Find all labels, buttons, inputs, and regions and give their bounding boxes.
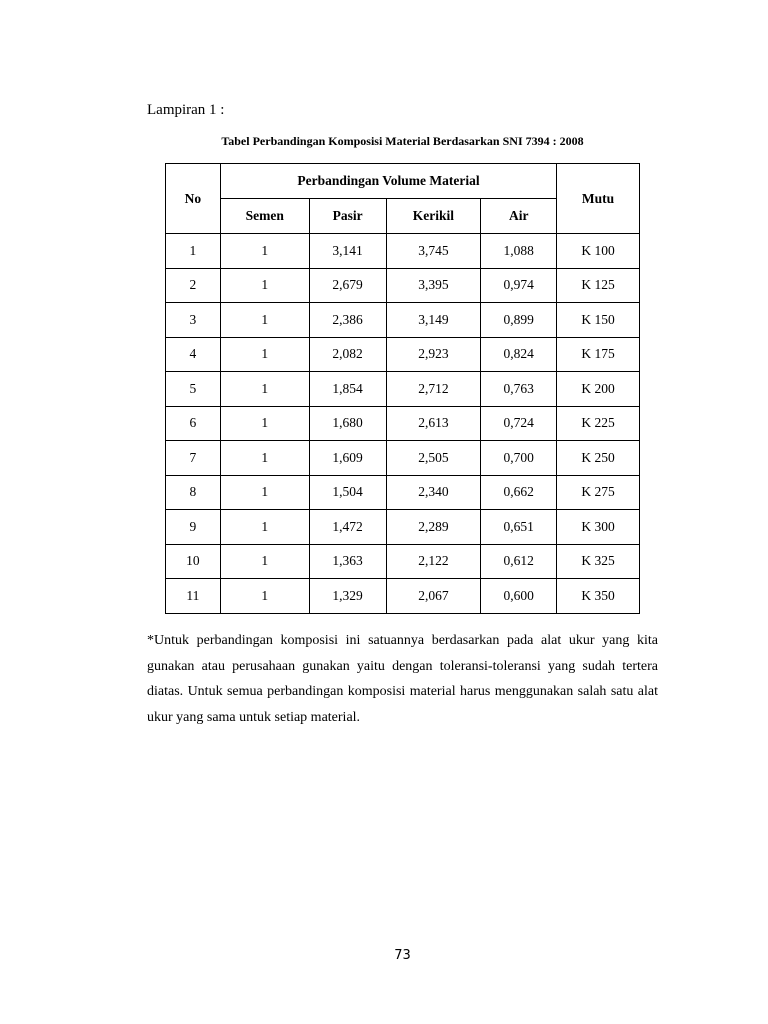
cell-air: 0,899 <box>481 303 557 338</box>
cell-mutu: K 175 <box>557 337 640 372</box>
cell-mutu: K 125 <box>557 268 640 303</box>
cell-mutu: K 100 <box>557 234 640 269</box>
cell-pasir: 2,679 <box>309 268 386 303</box>
cell-semen: 1 <box>220 510 309 545</box>
cell-air: 0,724 <box>481 406 557 441</box>
cell-kerikil: 2,923 <box>386 337 481 372</box>
cell-mutu: K 250 <box>557 441 640 476</box>
cell-kerikil: 2,122 <box>386 544 481 579</box>
cell-no: 4 <box>166 337 221 372</box>
cell-mutu: K 325 <box>557 544 640 579</box>
header-kerikil: Kerikil <box>386 199 481 234</box>
cell-air: 0,662 <box>481 475 557 510</box>
cell-pasir: 3,141 <box>309 234 386 269</box>
table-row <box>166 475 640 510</box>
cell-air: 0,763 <box>481 372 557 407</box>
cell-semen: 1 <box>220 337 309 372</box>
header-no: No <box>166 164 221 234</box>
table-row <box>166 234 640 269</box>
cell-semen: 1 <box>220 234 309 269</box>
cell-semen: 1 <box>220 268 309 303</box>
cell-kerikil: 2,505 <box>386 441 481 476</box>
cell-no: 6 <box>166 406 221 441</box>
header-volume-ratio: Perbandingan Volume Material <box>220 164 556 199</box>
material-composition-table <box>165 163 640 614</box>
table-row <box>166 579 640 614</box>
cell-mutu: K 275 <box>557 475 640 510</box>
cell-air: 0,700 <box>481 441 557 476</box>
cell-no: 8 <box>166 475 221 510</box>
cell-air: 0,974 <box>481 268 557 303</box>
header-pasir: Pasir <box>309 199 386 234</box>
cell-pasir: 1,363 <box>309 544 386 579</box>
cell-semen: 1 <box>220 372 309 407</box>
cell-air: 1,088 <box>481 234 557 269</box>
cell-pasir: 2,082 <box>309 337 386 372</box>
table-row <box>166 337 640 372</box>
cell-semen: 1 <box>220 441 309 476</box>
cell-no: 10 <box>166 544 221 579</box>
cell-mutu: K 200 <box>557 372 640 407</box>
cell-mutu: K 150 <box>557 303 640 338</box>
cell-semen: 1 <box>220 303 309 338</box>
table-row <box>166 441 640 476</box>
cell-semen: 1 <box>220 406 309 441</box>
table-row <box>166 406 640 441</box>
footnote-paragraph: *Untuk perbandingan komposisi ini satuannya berdasarkan pada alat ukur yang kita gunakan atau perusahaan gunakan yaitu dengan toleransi-toleransi yang sudah tertera diatas. Untuk semua perbandingan komposisi material harus menggunakan salah satu alat ukur yang sama untuk setiap material. <box>147 633 658 725</box>
cell-kerikil: 2,067 <box>386 579 481 614</box>
table-row <box>166 303 640 338</box>
table-row <box>166 372 640 407</box>
cell-air: 0,612 <box>481 544 557 579</box>
cell-semen: 1 <box>220 544 309 579</box>
table-caption: Tabel Perbandingan Komposisi Material Berdasarkan SNI 7394 : 2008 <box>221 134 584 148</box>
cell-pasir: 1,329 <box>309 579 386 614</box>
cell-kerikil: 3,395 <box>386 268 481 303</box>
cell-pasir: 1,472 <box>309 510 386 545</box>
cell-no: 7 <box>166 441 221 476</box>
cell-kerikil: 3,745 <box>386 234 481 269</box>
page-number: 73 <box>394 948 411 963</box>
table-row <box>166 544 640 579</box>
cell-mutu: K 225 <box>557 406 640 441</box>
cell-pasir: 1,504 <box>309 475 386 510</box>
cell-air: 0,600 <box>481 579 557 614</box>
cell-mutu: K 300 <box>557 510 640 545</box>
cell-pasir: 1,609 <box>309 441 386 476</box>
cell-no: 9 <box>166 510 221 545</box>
cell-semen: 1 <box>220 579 309 614</box>
cell-no: 5 <box>166 372 221 407</box>
cell-pasir: 1,854 <box>309 372 386 407</box>
cell-air: 0,824 <box>481 337 557 372</box>
table-row <box>166 510 640 545</box>
table-body <box>166 234 640 614</box>
cell-kerikil: 2,340 <box>386 475 481 510</box>
header-semen: Semen <box>220 199 309 234</box>
cell-no: 2 <box>166 268 221 303</box>
cell-semen: 1 <box>220 475 309 510</box>
cell-no: 3 <box>166 303 221 338</box>
header-mutu: Mutu <box>557 164 640 234</box>
cell-pasir: 2,386 <box>309 303 386 338</box>
appendix-heading: Lampiran 1 : <box>147 102 225 118</box>
cell-kerikil: 2,289 <box>386 510 481 545</box>
cell-kerikil: 3,149 <box>386 303 481 338</box>
header-air: Air <box>481 199 557 234</box>
cell-air: 0,651 <box>481 510 557 545</box>
cell-kerikil: 2,712 <box>386 372 481 407</box>
cell-no: 1 <box>166 234 221 269</box>
cell-no: 11 <box>166 579 221 614</box>
cell-pasir: 1,680 <box>309 406 386 441</box>
cell-kerikil: 2,613 <box>386 406 481 441</box>
table-row <box>166 268 640 303</box>
cell-mutu: K 350 <box>557 579 640 614</box>
